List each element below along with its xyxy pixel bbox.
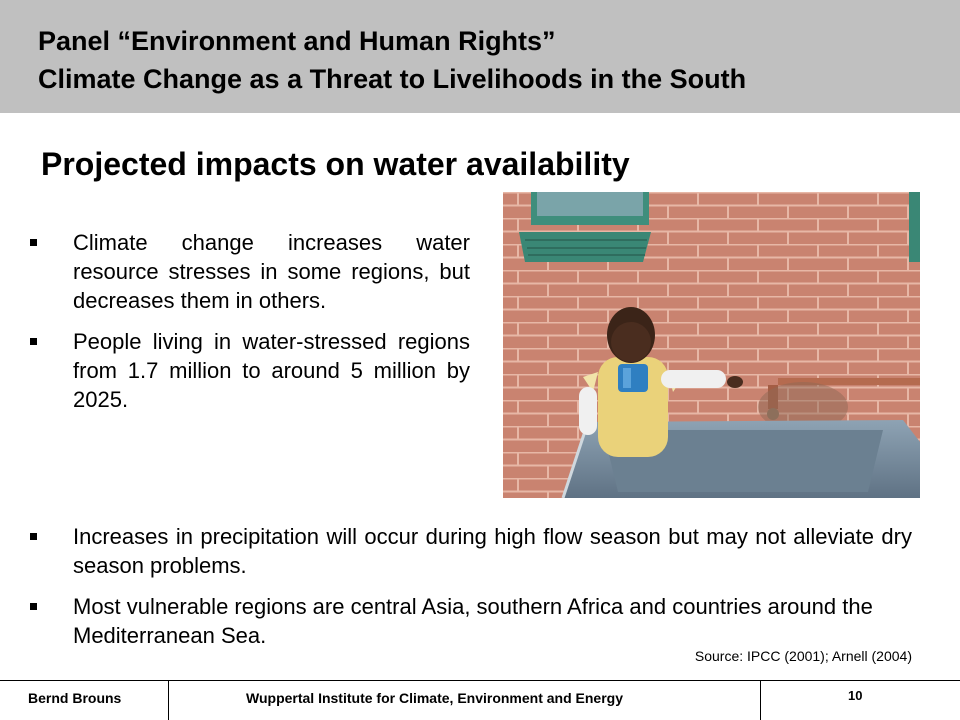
bullet-item (30, 228, 470, 315)
square-bullet-icon (30, 603, 37, 610)
square-bullet-icon (30, 533, 37, 540)
footer-separator (760, 680, 761, 720)
bullet-text: Most vulnerable regions are central Asia, southern Africa and countries around the Mediterranean Sea. (73, 594, 873, 648)
bullet-item (30, 522, 912, 580)
footer-divider (0, 680, 960, 681)
child-at-water-tap-photo (503, 192, 920, 498)
bullet-text: Increases in precipitation will occur during high flow season but may not alleviate dry season problems. (73, 524, 912, 578)
footer-author: Bernd Brouns (28, 690, 122, 706)
header-band (0, 0, 960, 113)
footer-institute: Wuppertal Institute for Climate, Environment and Energy (246, 690, 624, 706)
square-bullet-icon (30, 338, 37, 345)
bullet-list-top (30, 228, 470, 426)
page-number: 10 (848, 688, 863, 703)
footer-separator (168, 680, 169, 720)
bullet-list-bottom (30, 522, 912, 662)
bullet-text: People living in water-stressed regions from 1.7 million to around 5 million by 2025. (73, 329, 470, 412)
bullet-text: Climate change increases water resource stresses in some regions, but decreases them in others. (73, 230, 470, 313)
panel-title: Panel “Environment and Human Rights” (38, 26, 556, 56)
source-citation: Source: IPCC (2001); Arnell (2004) (694, 648, 912, 664)
bullet-item (30, 592, 912, 650)
panel-subtitle: Climate Change as a Threat to Livelihoods in the South (38, 64, 747, 94)
bullet-item (30, 327, 470, 414)
square-bullet-icon (30, 239, 37, 246)
slide-title: Projected impacts on water availability (41, 146, 630, 182)
